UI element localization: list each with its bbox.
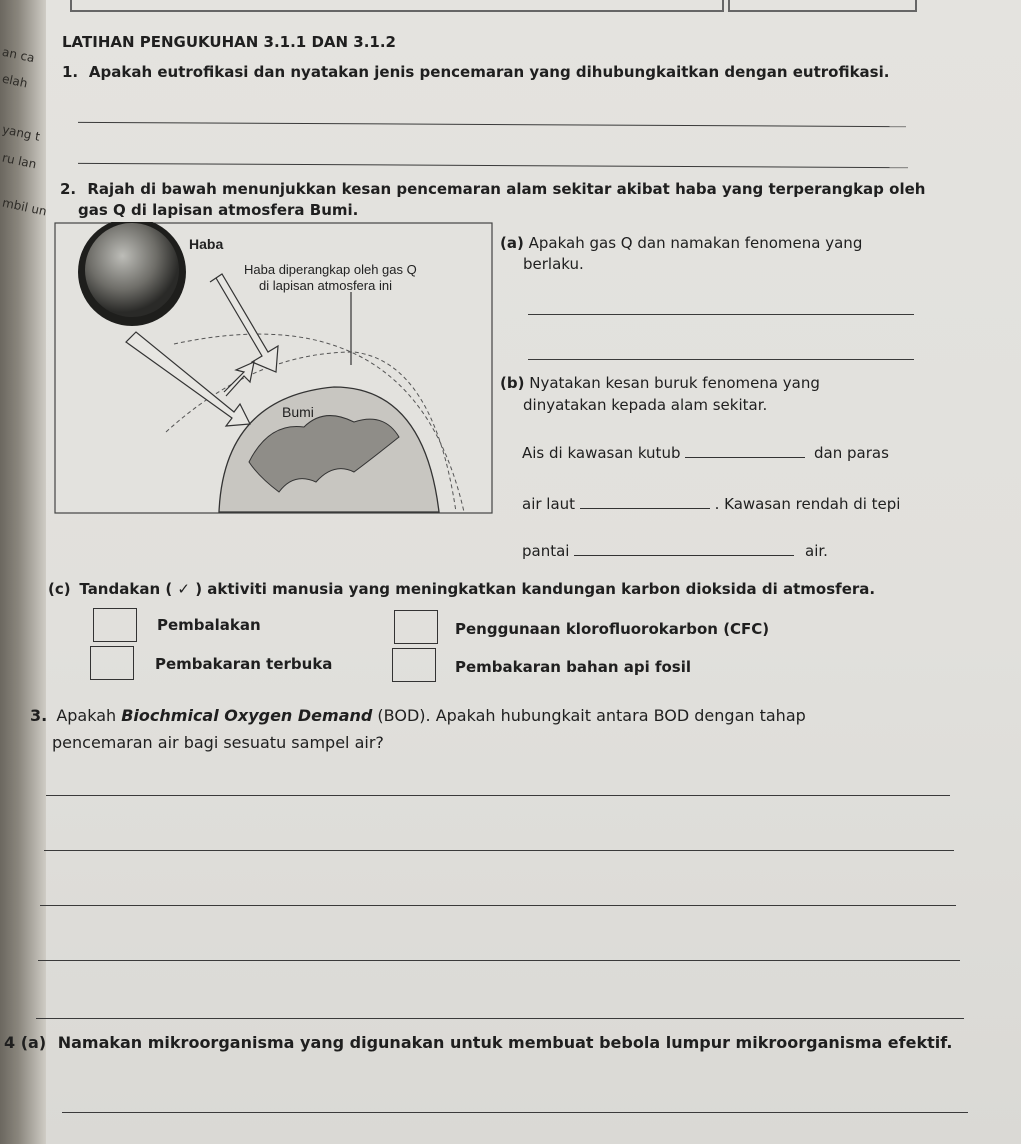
question-number: 3.: [30, 706, 48, 725]
page-title: LATIHAN PENGUKUHAN 3.1.1 DAN 3.1.2: [62, 33, 396, 51]
sub-question-label: (a): [500, 234, 524, 252]
previous-page-edge: [0, 0, 46, 1144]
fill-text: . Kawasan rendah di tepi: [714, 495, 901, 513]
sub-question-label: (b): [500, 374, 525, 392]
question-2a: [500, 234, 862, 252]
fill-text: air.: [805, 542, 828, 560]
option-label: Pembalakan: [157, 616, 261, 634]
question-3-line2: pencemaran air bagi sesuatu sampel air?: [52, 733, 384, 752]
question-number: 4 (a): [4, 1033, 47, 1052]
question-2c: [48, 580, 875, 598]
question-number: 2.: [60, 180, 77, 198]
question-text: Apakah eutrofikasi dan nyatakan jenis pencemaran yang dihubungkaitkan dengan eutrofikasi.: [88, 63, 890, 81]
checkbox-cfc[interactable]: [394, 610, 438, 644]
answer-line[interactable]: [44, 850, 954, 851]
edge-fragment: ru lan: [0, 150, 38, 172]
question-2-intro-line2: gas Q di lapisan atmosfera Bumi.: [78, 201, 359, 219]
greenhouse-diagram: [54, 222, 494, 514]
option-label: Pembakaran bahan api fosil: [455, 658, 692, 676]
blank-field[interactable]: [580, 508, 710, 509]
answer-line[interactable]: [528, 314, 914, 315]
answer-line[interactable]: [40, 905, 956, 906]
edge-fragment: elah: [0, 71, 29, 91]
question-2a-line2: berlaku.: [523, 255, 584, 273]
question-2b-line2: dinyatakan kepada alam sekitar.: [523, 396, 768, 414]
fill-text: Ais di kawasan kutub: [522, 444, 681, 462]
sub-question-text: Tandakan ( ✓ ) aktiviti manusia yang meningkatkan kandungan karbon dioksida di atmosfera.: [79, 580, 876, 598]
question-3: [30, 706, 806, 725]
question-text: Rajah di bawah menunjukkan kesan pencemaran alam sekitar akibat haba yang terperangkap oleh: [87, 180, 926, 198]
sun-icon: [78, 222, 186, 326]
sub-question-text: Apakah gas Q dan namakan fenomena yang: [528, 234, 863, 252]
label-heat: Haba: [189, 236, 224, 252]
question-term: Biochmical Oxygen Demand: [121, 706, 373, 725]
question-2b: [500, 374, 820, 392]
sub-question-label: (c): [48, 580, 71, 598]
question-text-pre: Apakah: [56, 706, 122, 725]
question-1: [62, 63, 889, 81]
answer-line[interactable]: [528, 359, 914, 360]
question-number: 1.: [62, 63, 79, 81]
checkbox-pembalakan[interactable]: [93, 608, 137, 642]
answer-line[interactable]: [46, 795, 950, 796]
checkbox-bahan-api-fosil[interactable]: [392, 648, 436, 682]
question-4a: [4, 1033, 952, 1052]
label-earth: Bumi: [282, 404, 314, 420]
fill-text: pantai: [522, 542, 570, 560]
answer-line[interactable]: [62, 1112, 968, 1113]
question-text-post: (BOD). Apakah hubungkait antara BOD dengan tahap: [372, 706, 806, 725]
sub-question-text: Nyatakan kesan buruk fenomena yang: [529, 374, 820, 392]
option-label: Penggunaan klorofluorokarbon (CFC): [455, 620, 770, 638]
header-box-right: [728, 0, 917, 12]
fill-text: dan paras: [814, 444, 889, 462]
answer-line[interactable]: [38, 960, 960, 961]
fill-blank-1: [522, 444, 889, 462]
fill-text: air laut: [522, 495, 576, 513]
fill-blank-2: [522, 495, 900, 513]
edge-fragment: yang t: [0, 122, 42, 144]
fill-blank-3: [522, 542, 828, 560]
option-label: Pembakaran terbuka: [155, 655, 333, 673]
worksheet-page: [38, 0, 1021, 1144]
edge-fragment: mbil un: [1, 195, 48, 219]
answer-line[interactable]: [36, 1018, 964, 1019]
label-trapped-line2: di lapisan atmosfera ini: [259, 278, 392, 293]
question-2-intro: [60, 180, 925, 198]
checkbox-pembakaran-terbuka[interactable]: [90, 646, 134, 680]
question-text: Namakan mikroorganisma yang digunakan untuk membuat bebola lumpur mikroorganisma efektif.: [57, 1033, 953, 1052]
blank-field[interactable]: [574, 555, 794, 556]
edge-fragment: an ca: [0, 44, 36, 66]
header-box-left: [70, 0, 724, 12]
blank-field[interactable]: [685, 457, 805, 458]
label-trapped-line1: Haba diperangkap oleh gas Q: [244, 262, 417, 277]
